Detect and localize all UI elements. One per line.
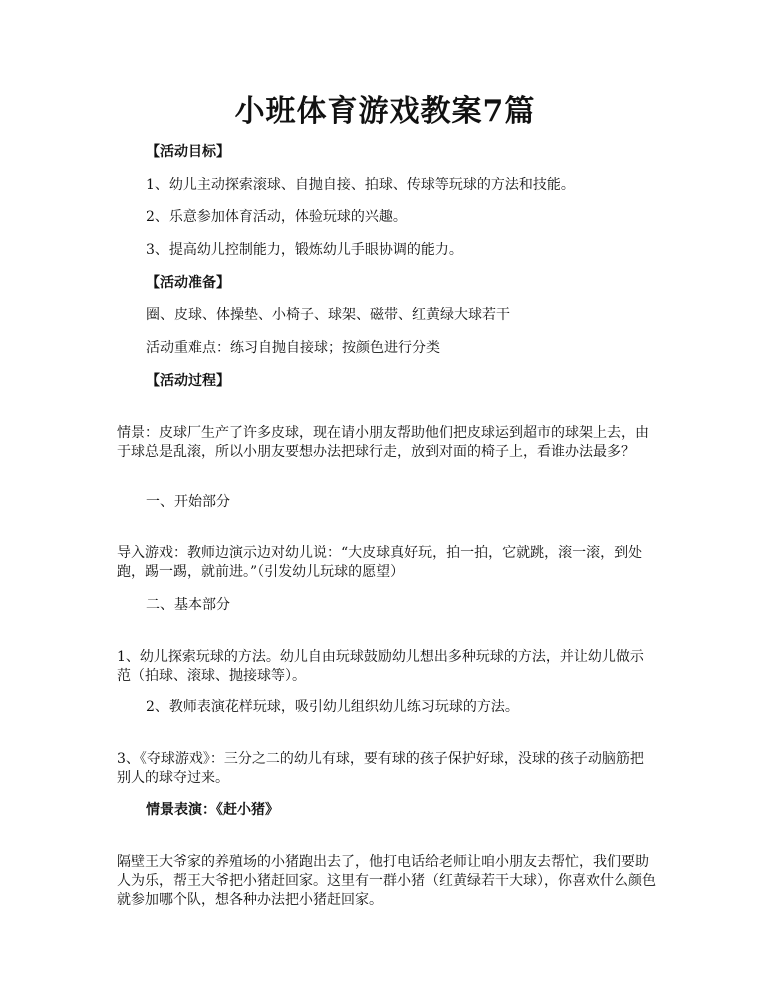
drama-text: 隔壁王大爷家的养殖场的小猪跑出去了，他打电话给老师让咱小朋友去帮忙，我们要助人为乐，帮王大爷把小猪赶回家。这里有一群小猪（红黄绿若干大球），你喜欢什么颜色就参加哪个队，想各种办法把小猪赶回家。 [117,854,656,908]
goal-item-3: 3、提高幼儿控制能力，锻炼幼儿手眼协调的能力。 [146,242,463,258]
part-2-item-1: 1、幼儿探索玩球的方法。幼儿自由玩球鼓励幼儿想出多种玩球的方法，并让幼儿做示范（拍球、滚球、抛接球等）。 [117,649,644,684]
drama-heading: 情景表演：《赶小猪》 [146,802,279,818]
part-2-item-2: 2、教师表演花样玩球，吸引幼儿组织幼儿练习玩球的方法。 [146,699,519,715]
process-heading: 【活动过程】 [146,373,230,389]
part-2-heading: 二、基本部分 [146,597,230,613]
part-2-item-3: 3、《夺球游戏》：三分之二的幼儿有球，要有球的孩子保护好球，没球的孩子动脑筋把别人的球夺过来。 [117,751,644,786]
goal-item-1: 1、幼儿主动探索滚球、自抛自接、拍球、传球等玩球的方法和技能。 [146,177,575,193]
prep-heading: 【活动准备】 [146,275,230,291]
scenario-paragraph: 情景：皮球厂生产了许多皮球，现在请小朋友帮助他们把皮球运到超市的球架上去，由于球总是乱滚，所以小朋友要想办法把球行走，放到对面的椅子上，看谁办法最多？ [117,425,649,460]
part-1-text: 导入游戏：教师边演示边对幼儿说：“大皮球真好玩，拍一拍，它就跳，滚一滚，到处跑，踢一踢，就前进。”（引发幼儿玩球的愿望） [117,545,643,580]
prep-materials: 圈、皮球、体操垫、小椅子、球架、磁带、红黄绿大球若干 [146,307,510,323]
part-1-heading: 一、开始部分 [146,494,230,510]
goals-heading: 【活动目标】 [146,144,230,160]
prep-key-points: 活动重难点：练习自抛自接球；按颜色进行分类 [146,340,440,356]
document-title: 小班体育游戏教案7篇 [234,94,536,129]
goal-item-2: 2、乐意参加体育活动，体验玩球的兴趣。 [146,209,407,225]
